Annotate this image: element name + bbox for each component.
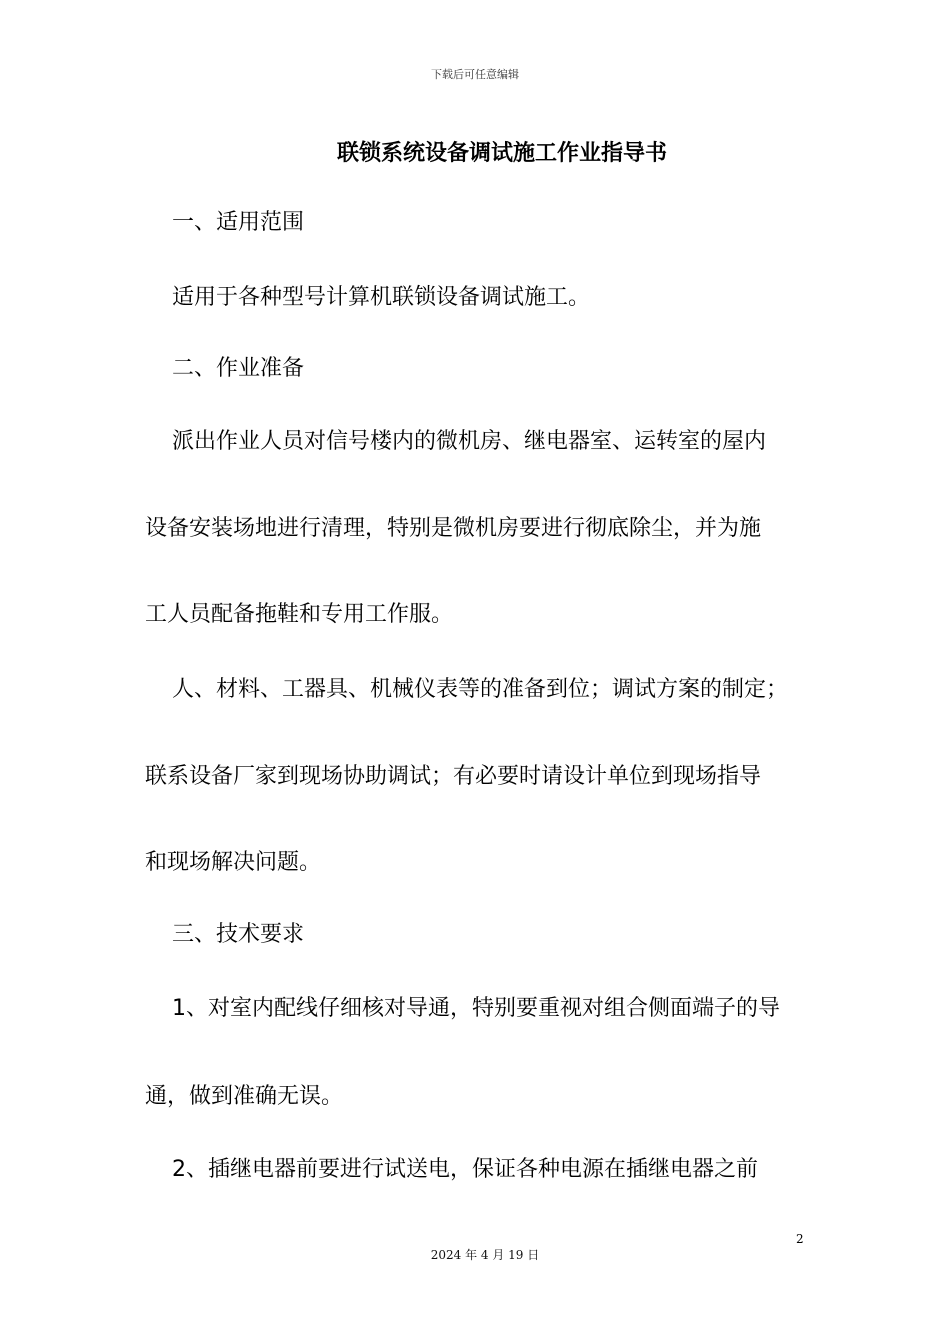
paragraph-line: 2、插继电器前要进行试送电，保证各种电源在插继电器之前 — [172, 1157, 758, 1182]
section-heading-preparation: 二、作业准备 — [172, 356, 305, 381]
paragraph-line: 通，做到准确无误。 — [145, 1084, 344, 1109]
paragraph-line: 联系设备厂家到现场协助调试；有必要时请设计单位到现场指导 — [145, 764, 762, 789]
section-heading-scope: 一、适用范围 — [172, 210, 305, 235]
paragraph-line: 工人员配备拖鞋和专用工作服。 — [145, 602, 454, 627]
paragraph-line: 派出作业人员对信号楼内的微机房、继电器室、运转室的屋内 — [172, 429, 767, 454]
paragraph-line: 和现场解决问题。 — [145, 850, 322, 875]
paragraph-line: 人、材料、工器具、机械仪表等的准备到位；调试方案的制定； — [172, 677, 789, 702]
paragraph-line: 1、对室内配线仔细核对导通，特别要重视对组合侧面端子的导 — [172, 996, 780, 1021]
document-title: 联锁系统设备调试施工作业指导书 — [336, 141, 667, 166]
paragraph-line: 适用于各种型号计算机联锁设备调试施工。 — [172, 285, 591, 310]
footer-date: 2024 年 4 月 19 日 — [430, 1248, 540, 1262]
section-heading-requirements: 三、技术要求 — [172, 922, 305, 947]
header-note: 下载后可任意编辑 — [431, 68, 519, 81]
paragraph-line: 设备安装场地进行清理，特别是微机房要进行彻底除尘，并为施 — [145, 516, 762, 541]
page-number: 2 — [796, 1232, 804, 1246]
